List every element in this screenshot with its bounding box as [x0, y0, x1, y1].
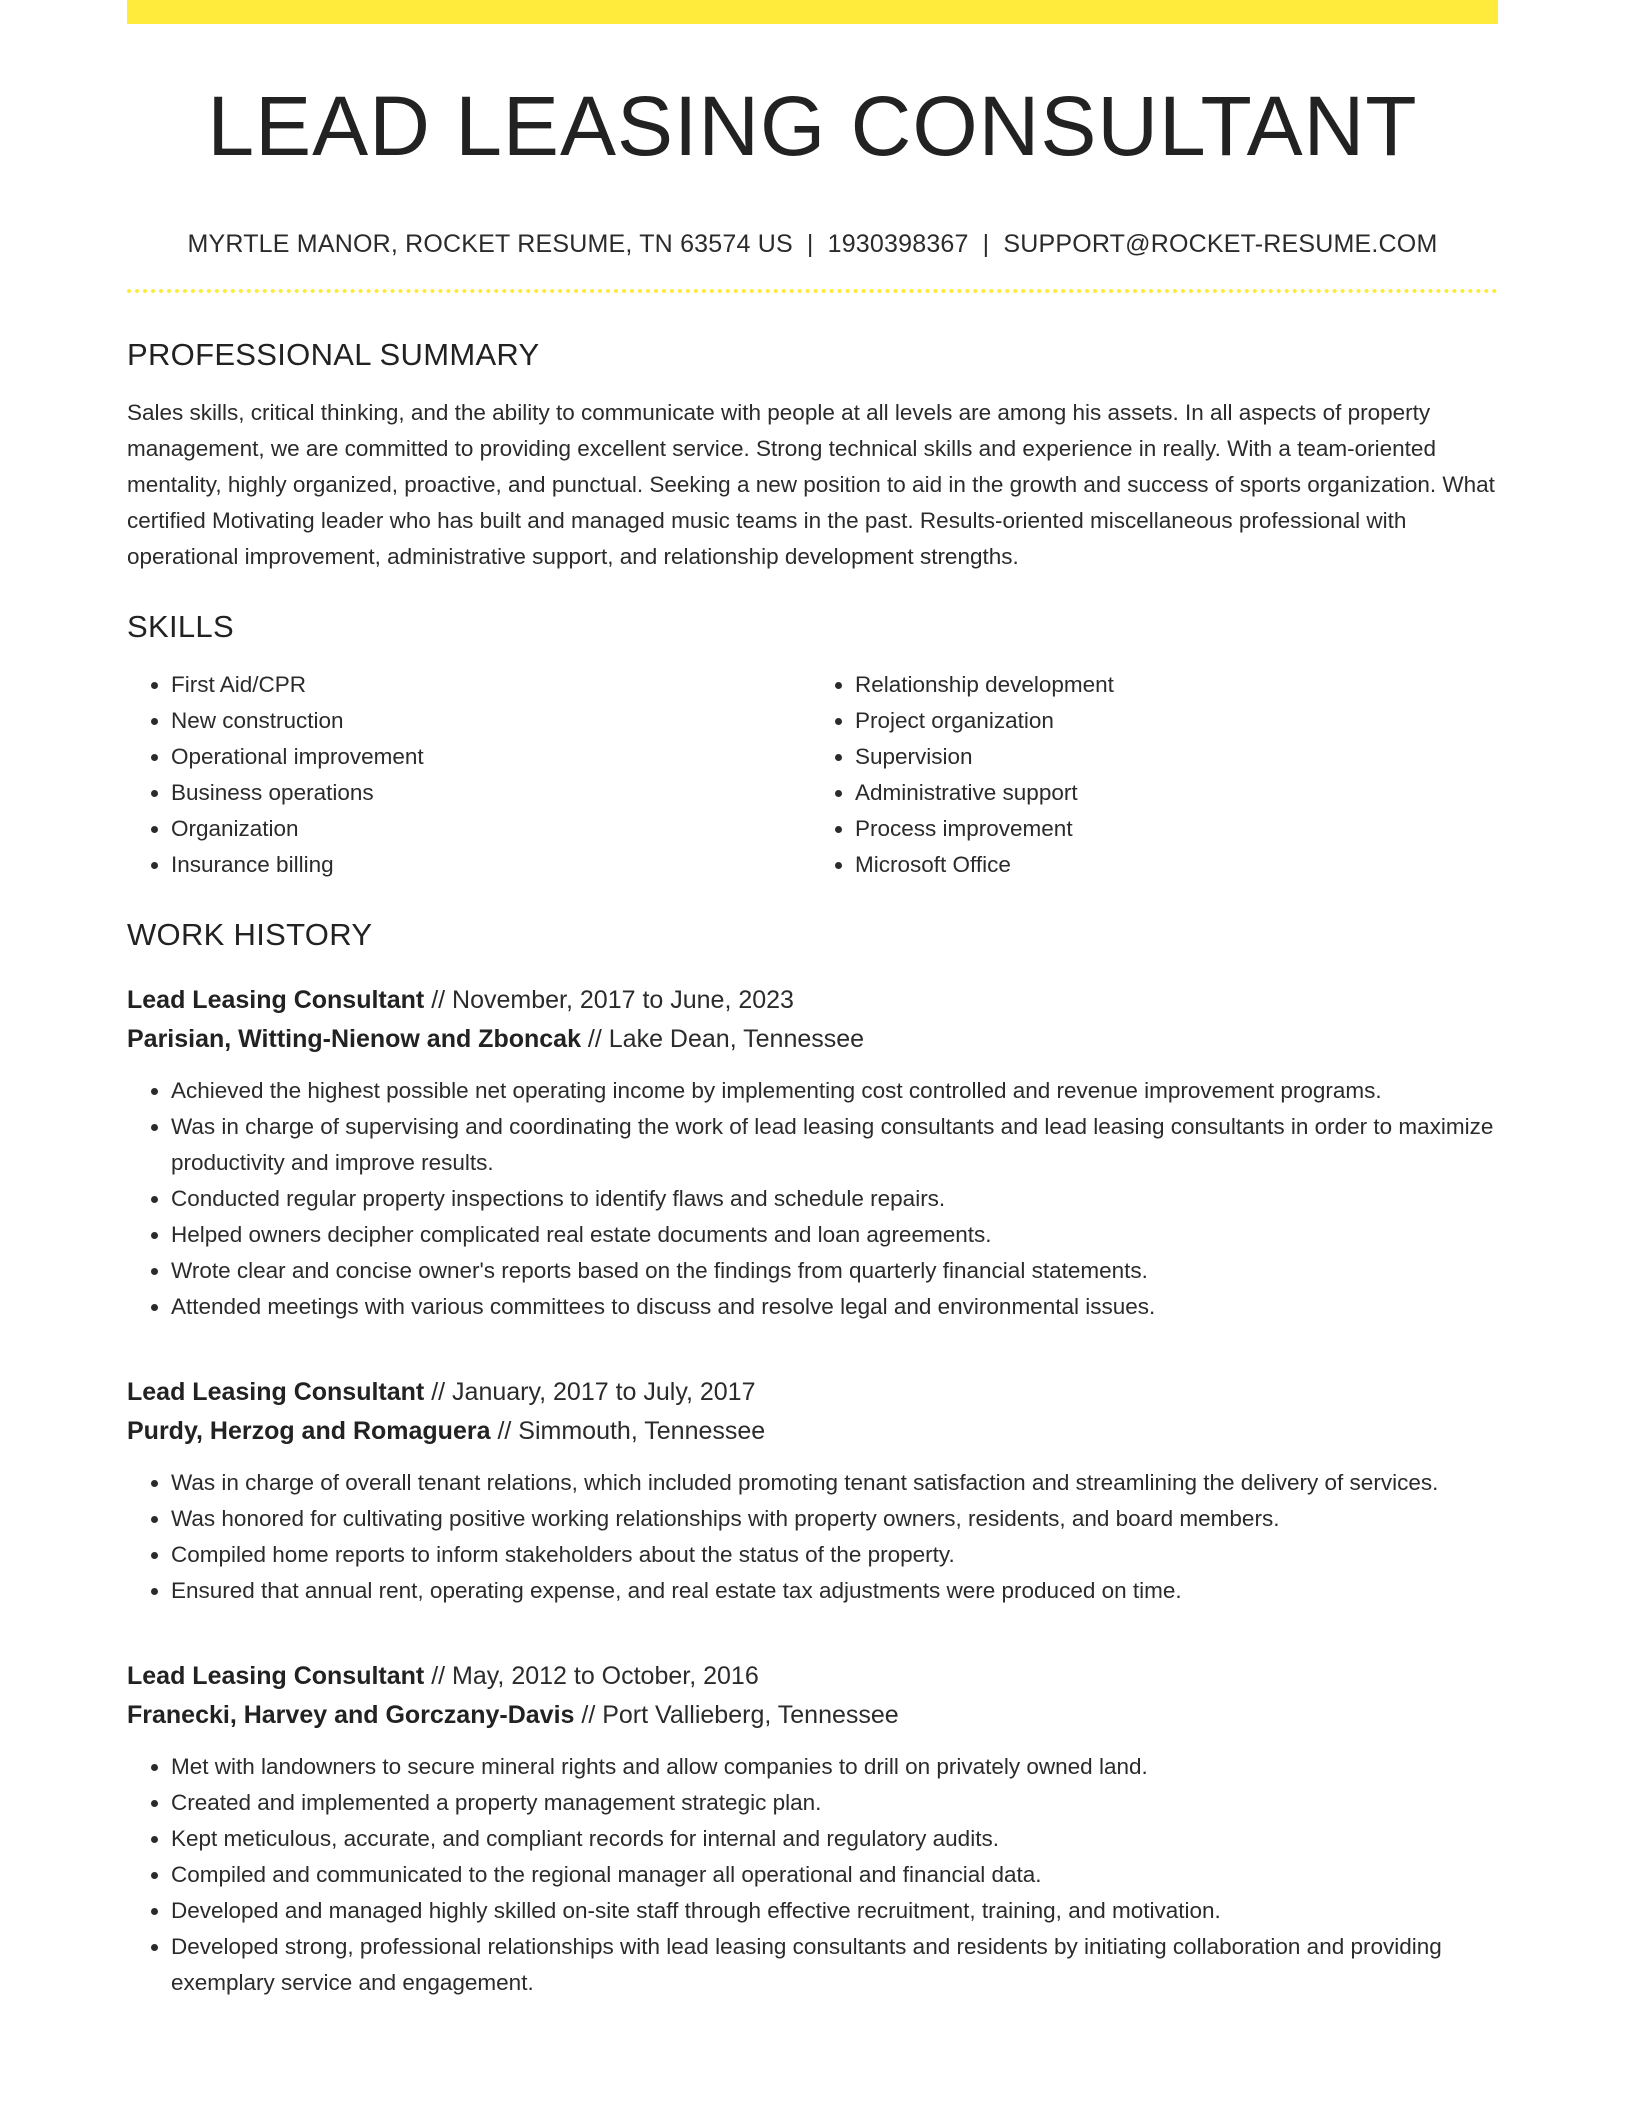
job-title-line — [127, 1373, 1498, 1412]
job-location: // Port Vallieberg, Tennessee — [574, 1701, 899, 1730]
job-dates: // January, 2017 to July, 2017 — [424, 1378, 756, 1407]
summary-heading: PROFESSIONAL SUMMARY — [127, 337, 540, 373]
resume-page — [127, 0, 1498, 2001]
job-bullet: • Kept meticulous, accurate, and compliant records for internal and regulatory audits. — [171, 1821, 1498, 1857]
skill-item: • Project organization — [855, 703, 1495, 739]
job-title-line — [127, 1657, 1498, 1696]
summary-text: Sales skills, critical thinking, and the ability to communicate with people at all levels are among his assets. In all aspects of property management, we are committed to providing excellent service. Strong technical skills and experience in really. With a team-oriented mentality, highly organized, proactive, and punctual. Seeking a new position to aid in the growth and success of sports organization. What certified Motivating leader who has built and managed music teams in the past. Results-oriented miscellaneous professional with operational improvement, administrative support, and relationship development strengths. — [127, 400, 1495, 570]
skill-item: • Administrative support — [855, 775, 1495, 811]
job-bullet: • Ensured that annual rent, operating expense, and real estate tax adjustments were produced on time. — [171, 1573, 1498, 1609]
skill-item: • Business operations — [171, 775, 811, 811]
job-bullet: • Created and implemented a property management strategic plan. — [171, 1785, 1498, 1821]
job-role: Lead Leasing Consultant — [127, 1662, 425, 1691]
job-bullet: • Developed and managed highly skilled on-site staff through effective recruitment, training, and motivation. — [171, 1893, 1498, 1929]
job-bullet: • Compiled home reports to inform stakeholders about the status of the property. — [171, 1537, 1498, 1573]
skill-item: • First Aid/CPR — [171, 667, 811, 703]
job-bullets — [127, 1465, 1498, 1609]
job-location: // Lake Dean, Tennessee — [580, 1025, 865, 1054]
job-role: Lead Leasing Consultant — [127, 986, 425, 1015]
job-bullets — [127, 1749, 1498, 2001]
job-location: // Simmouth, Tennessee — [490, 1417, 766, 1446]
contact-email: SUPPORT@ROCKET-RESUME.COM — [1003, 230, 1438, 259]
contact-phone: 1930398367 — [827, 230, 969, 259]
contact-address: MYRTLE MANOR, ROCKET RESUME, TN 63574 US — [187, 230, 793, 259]
job-bullet: • Met with landowners to secure mineral rights and allow companies to drill on privately owned land. — [171, 1749, 1498, 1785]
job-bullets — [127, 1073, 1498, 1325]
job-bullet: • Attended meetings with various committees to discuss and resolve legal and environmental issues. — [171, 1289, 1498, 1325]
skill-item: • Process improvement — [855, 811, 1495, 847]
job-company-line — [127, 1412, 1498, 1451]
job-company-line — [127, 1696, 1498, 1735]
skill-item: • Relationship development — [855, 667, 1495, 703]
job-company: Purdy, Herzog and Romaguera — [127, 1417, 491, 1446]
job-bullet: • Helped owners decipher complicated real estate documents and loan agreements. — [171, 1217, 1498, 1253]
candidate-name: LEAD LEASING CONSULTANT — [207, 79, 1418, 173]
dotted-divider — [127, 289, 1498, 293]
job-bullet: • Was in charge of supervising and coordinating the work of lead leasing consultants and lead leasing consultants in order to maximize productivity and improve results. — [171, 1109, 1498, 1181]
job-bullet: • Developed strong, professional relationships with lead leasing consultants and residents by initiating collaboration and providing exemplary service and engagement. — [171, 1929, 1498, 2001]
skills-column-left — [127, 667, 811, 883]
job-title-line — [127, 981, 1498, 1020]
job-bullet: • Achieved the highest possible net operating income by implementing cost controlled and revenue improvement programs. — [171, 1073, 1498, 1109]
skill-item: • Insurance billing — [171, 847, 811, 883]
job-company: Parisian, Witting-Nienow and Zboncak — [127, 1025, 581, 1054]
skill-item: • New construction — [171, 703, 811, 739]
job-entry — [127, 1373, 1498, 1609]
job-entry — [127, 1657, 1498, 2001]
job-bullet: • Was in charge of overall tenant relations, which included promoting tenant satisfaction and streamlining the delivery of services. — [171, 1465, 1498, 1501]
contact-line — [127, 230, 1498, 259]
skill-item: • Organization — [171, 811, 811, 847]
job-dates: // November, 2017 to June, 2023 — [424, 986, 794, 1015]
job-company-line — [127, 1020, 1498, 1059]
skill-item: • Microsoft Office — [855, 847, 1495, 883]
job-bullet: • Conducted regular property inspections to identify flaws and schedule repairs. — [171, 1181, 1498, 1217]
job-bullet: • Compiled and communicated to the regional manager all operational and financial data. — [171, 1857, 1498, 1893]
skill-item: • Operational improvement — [171, 739, 811, 775]
contact-separator: | — [982, 230, 990, 259]
job-bullet: • Wrote clear and concise owner's reports based on the findings from quarterly financial statements. — [171, 1253, 1498, 1289]
skills-heading: SKILLS — [127, 609, 234, 645]
job-role: Lead Leasing Consultant — [127, 1378, 425, 1407]
job-dates: // May, 2012 to October, 2016 — [424, 1662, 759, 1691]
skills-list — [127, 667, 1498, 883]
contact-separator: | — [806, 230, 814, 259]
work-history-heading: WORK HISTORY — [127, 917, 373, 953]
skills-column-right — [811, 667, 1495, 883]
job-bullet: • Was honored for cultivating positive working relationships with property owners, residents, and board members. — [171, 1501, 1498, 1537]
job-entry — [127, 981, 1498, 1325]
accent-top-bar — [127, 0, 1498, 24]
job-company: Franecki, Harvey and Gorczany-Davis — [127, 1701, 575, 1730]
skill-item: • Supervision — [855, 739, 1495, 775]
